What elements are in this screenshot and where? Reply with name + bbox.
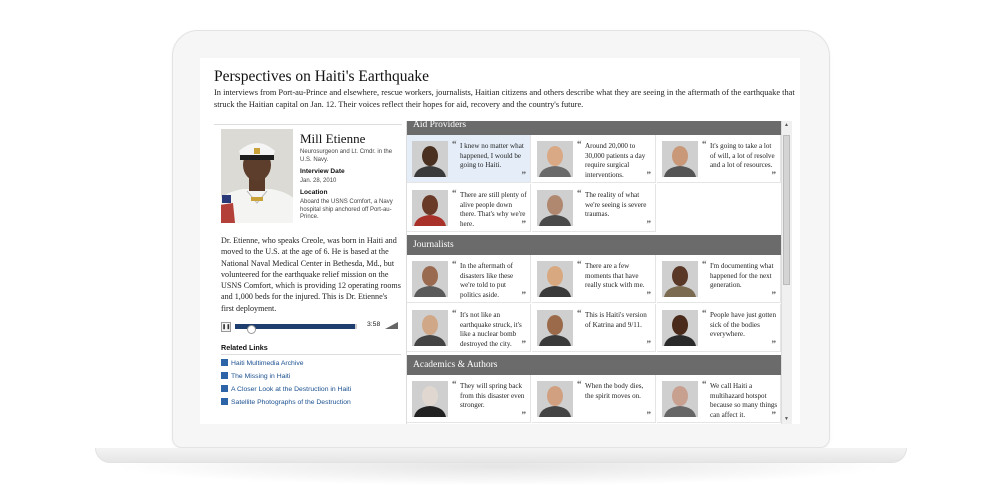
portrait-thumbnail <box>537 261 573 297</box>
quote-card[interactable] <box>407 135 531 183</box>
location-value: Aboard the USNS Comfort, a Navy hospital ship anchored off Port-au-Prince. <box>300 199 393 220</box>
quote-grid <box>406 121 781 424</box>
open-quote-icon: “ <box>577 308 582 318</box>
close-quote-icon: ” <box>646 219 651 229</box>
portrait-thumbnail <box>412 190 448 226</box>
interview-date: Jan. 28, 2010 <box>300 178 337 184</box>
portrait-thumbnail <box>662 141 698 177</box>
portrait-thumbnail <box>662 310 698 346</box>
close-quote-icon: ” <box>771 170 776 180</box>
quote-card[interactable] <box>407 184 531 232</box>
close-quote-icon: ” <box>521 219 526 229</box>
featured-photo <box>221 129 293 223</box>
related-link[interactable]: A Closer Look at the Destruction in Haiti <box>221 385 351 393</box>
open-quote-icon: “ <box>452 308 457 318</box>
quote-card[interactable] <box>407 255 531 303</box>
open-quote-icon: “ <box>702 259 707 269</box>
quote-text: In the aftermath of disasters like these we're told to put politics aside. <box>460 262 514 299</box>
intro-text: In interviews from Port-au-Prince and elsewhere, rescue workers, journalists, Haitian citizens and others describe what they are seeing in the aftermath of the earthquake that struck the Haitian capital on Jan. 12. Their voices reflect their hopes for aid, recovery and the country's future. <box>214 88 795 109</box>
open-quote-icon: “ <box>452 259 457 269</box>
open-quote-icon: “ <box>452 379 457 389</box>
featured-role: Neurosurgeon and Lt. Cmdr. in the U.S. Navy. <box>300 149 393 163</box>
grid-scrollbar[interactable] <box>781 121 792 424</box>
arrow-link-icon <box>221 385 228 392</box>
laptop-base <box>95 448 907 463</box>
open-quote-icon: “ <box>452 139 457 149</box>
portrait-thumbnail <box>662 261 698 297</box>
screen <box>200 58 800 424</box>
quote-text: It's not like an earthquake struck, it's like a nuclear bomb destroyed the city. <box>460 311 522 348</box>
open-quote-icon: “ <box>452 188 457 198</box>
section-header: Aid Providers <box>407 121 781 135</box>
featured-panel <box>214 124 402 424</box>
featured-bio: Dr. Etienne, who speaks Creole, was born in Haiti and moved to the U.S. at the age of 6. He is based at the National Naval Medical Center in Bethesda, Md., but volunteered for the earthquake relief mission on the USNS Comfort, which is providing 12 operating rooms and 1,000 beds for the injured. This is Dr. Etienne's first deployment. <box>221 236 401 313</box>
quote-card[interactable] <box>657 255 781 303</box>
close-quote-icon: ” <box>771 290 776 300</box>
quote-card[interactable] <box>407 375 531 423</box>
quote-text: Around 20,000 to 30,000 patients a day require surgical interventions. <box>585 142 646 179</box>
quote-card[interactable] <box>657 135 781 183</box>
quote-card[interactable] <box>407 304 531 352</box>
portrait-thumbnail <box>412 261 448 297</box>
quote-text: People have just gotten sick of the bodies everywhere. <box>710 311 776 338</box>
section-header: Academics & Authors <box>407 355 781 375</box>
quote-text: There are a few moments that have really stuck with me. <box>585 262 645 289</box>
close-quote-icon: ” <box>646 290 651 300</box>
audio-scrubber-handle[interactable] <box>247 325 256 334</box>
open-quote-icon: “ <box>702 308 707 318</box>
quote-text: They will spring back from this disaster even stronger. <box>460 382 525 409</box>
close-quote-icon: ” <box>771 410 776 420</box>
scroll-up-arrow-icon[interactable]: ▲ <box>784 123 789 128</box>
section-header: Journalists <box>407 235 781 255</box>
scrollbar-thumb[interactable] <box>783 135 790 285</box>
close-quote-icon: ” <box>521 410 526 420</box>
related-links-title: Related Links <box>221 343 268 352</box>
scroll-down-arrow-icon[interactable]: ▼ <box>784 417 789 422</box>
related-link[interactable]: Satellite Photographs of the Destruction <box>221 398 351 406</box>
audio-player <box>221 321 403 333</box>
related-link[interactable]: Haiti Multimedia Archive <box>221 359 304 367</box>
interview-date-label: Interview Date <box>300 168 345 175</box>
related-link[interactable]: The Missing in Haiti <box>221 372 290 380</box>
audio-time: 3:58 <box>367 321 381 328</box>
portrait-thumbnail <box>537 381 573 417</box>
close-quote-icon: ” <box>646 170 651 180</box>
close-quote-icon: ” <box>646 410 651 420</box>
close-quote-icon: ” <box>771 339 776 349</box>
featured-name: Mill Etienne <box>300 131 366 146</box>
related-divider <box>221 354 401 355</box>
open-quote-icon: “ <box>702 379 707 389</box>
quote-text: I knew no matter what happened, I would be going to Haiti. <box>460 142 524 169</box>
open-quote-icon: “ <box>702 139 707 149</box>
quote-text: The reality of what we're seeing is severe traumas. <box>585 191 647 218</box>
audio-progress-track[interactable] <box>235 324 357 329</box>
portrait-thumbnail <box>537 190 573 226</box>
quote-text: When the body dies, the spirit moves on. <box>585 382 644 400</box>
close-quote-icon: ” <box>521 339 526 349</box>
quote-card[interactable] <box>532 304 656 352</box>
quote-text: This is Haiti's version of Katrina and 9/11. <box>585 311 647 329</box>
open-quote-icon: “ <box>577 379 582 389</box>
portrait-thumbnail <box>537 310 573 346</box>
page-title: Perspectives on Haiti's Earthquake <box>214 68 429 85</box>
portrait-thumbnail <box>662 381 698 417</box>
portrait-thumbnail <box>412 141 448 177</box>
close-quote-icon: ” <box>521 170 526 180</box>
quote-card[interactable] <box>532 135 656 183</box>
portrait-thumbnail <box>412 310 448 346</box>
quote-card[interactable] <box>657 304 781 352</box>
portrait-thumbnail <box>537 141 573 177</box>
pause-button[interactable]: ❚❚ <box>222 324 231 330</box>
quote-card[interactable] <box>657 375 781 423</box>
close-quote-icon: ” <box>521 290 526 300</box>
portrait-thumbnail <box>412 381 448 417</box>
open-quote-icon: “ <box>577 188 582 198</box>
quote-text: We call Haiti a multihazard hotspot because so many things can affect it. <box>710 382 778 419</box>
multimedia-icon <box>221 359 228 366</box>
quote-card[interactable] <box>532 255 656 303</box>
open-quote-icon: “ <box>577 259 582 269</box>
multimedia-icon <box>221 398 228 405</box>
quote-card[interactable] <box>532 184 656 232</box>
open-quote-icon: “ <box>577 139 582 149</box>
quote-card[interactable] <box>532 375 656 423</box>
quote-text: There are still plenty of alive people down there. That's why we're here. <box>460 191 527 228</box>
close-quote-icon: ” <box>646 339 651 349</box>
location-label: Location <box>300 189 328 196</box>
quote-text: It's going to take a lot of will, a lot of resolve and a lot of resources. <box>710 142 775 169</box>
volume-icon[interactable] <box>385 322 398 329</box>
arrow-link-icon <box>221 372 228 379</box>
quote-text: I'm documenting what happened for the next generation. <box>710 262 774 289</box>
